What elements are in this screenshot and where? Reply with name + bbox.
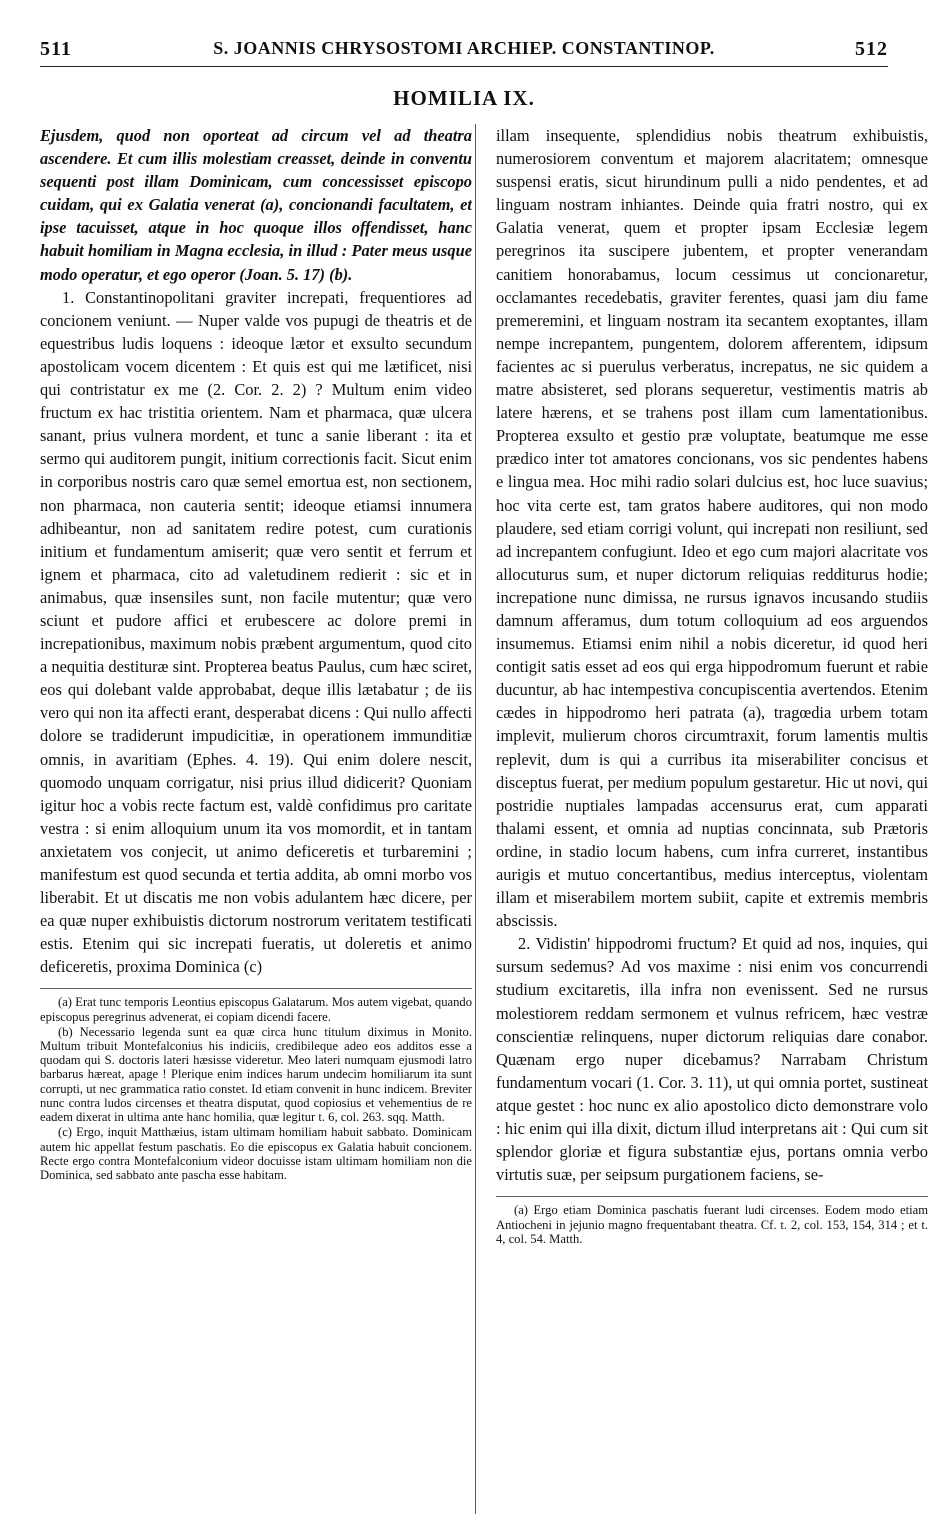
left-footnotes	[40, 988, 472, 1182]
footnote-right-a: (a) Ergo etiam Dominica paschatis fuerant ludi circenses. Eodem modo etiam Antiocheni in jejunio magno frequentabant theatra. Cf. t. 2, col. 153, 154, 314 ; et t. 4, col. 54. Matth.	[496, 1203, 928, 1246]
right-column	[496, 124, 928, 1524]
header-rule	[40, 66, 888, 67]
footnote-a: (a) Erat tunc temporis Leontius episcopus Galatarum. Mos autem vigebat, quando episcopus peregrinus advenerat, ei copiam dicendi facere.	[40, 995, 472, 1024]
paragraph-1-continued: illam insequente, splendidius nobis theatrum exhibuistis, numerosiorem conventum et majorem alacritatem; omnesque suspensi eratis, sicut hirundinum pulli a nido pendentes, et ad linguam nostram inhiantes. Deinde quia fratri nostro, qui ex Galatia venerat, quem et propter ipsam Ecclesiæ legem peregrinos ita suscipere jubentem, et propter venerandam canitiem honorabamus, locum cessimus ut concionaretur, occlamantes recedebatis, graviter ferentes, quasi jam diu fame premeremini, et linguam nostram ita secantem exoptantes, illam nempe increpantem, pungentem, dolorem afferentem, idipsum facientes ac si puerulus verberatus, increpatus, ne sic quidem a matre absisteret, sed plorans sequeretur, vestimentis matris ab latere hærens, et se trahens post illam cum lamentationibus. Propterea exsulto et gestio præ voluptate, beatumque me esse prædico inter tot amatores concionans, vos sic pendentes habens e lingua mea. Hoc mihi radio solari dulcius est, hoc luce suavius; hoc vita certe est, tam gratos habere auditores, qui non modo plaudere, sed etiam corrigi volunt, qui increpati non resiliunt, sed ad increpantem confugiunt. Ideo et ego cum majori alacritate vos allocuturus sum, et nuper dictorum reliquias redditurus hodie; increpatione nunc dimissa, ne rursus ignavos incusando studiis damnum afferamus, dum totum colloquium ad eos arguendos insumemus. Etiamsi enim nihil a nobis diceretur, id quod heri contigit satis esset ad eos qui erga hippodromum fuerunt et rabie ducuntur, ab hac intempestiva concupiscentia avertendos. Etenim cædes in hippodromo heri patrata (a), tragœdia urbem totam implevit, mulierum choros circumtraxit, forum lamentis multis replevit, dum is qui a curribus ita miserabiliter concisus et disceptus fuerat, per medium populum gestaretur. Hic ut novi, qui postridie nuptiales lampadas accensurus erat, cum apparati thalami essent, et omnia ad nuptias concinnata, sub Prætoris ordine, in stadio locum habens, cum infra curreret, instantibus aurigis et mutuo concertantibus, medius interceptus, violentam illam et miserabilem mortem subiit, capite et extremis membris abscissis.	[496, 126, 928, 931]
left-column	[40, 124, 472, 1524]
footnote-b: (b) Necessario legenda sunt ea quæ circa hunc titulum diximus in Monito. Multum tribuit Montefalconius his indiciis, credibileque adeo eos additos esse a quodam qui S. doctoris lateri hæsisse videretur. Meo lateri numquam ejusmodi latro barbarus hæreat, apage ! Plerique enim indices harum undecim homiliarum ita sunt corrupti, ut nec grammatica ratio constet. Id etiam convenit in hunc indicem. Breviter nunc contra ludos circenses et theatra disputat, quod copiosius et vehementius de re eadem dixerat in ultima ante hanc homilia, quæ legitur t. 6, col. 263. sqq. Matth.	[40, 1024, 472, 1125]
homily-title: HOMILIA IX.	[393, 86, 535, 110]
homily-argument: Ejusdem, quod non oporteat ad circum vel ad theatra ascendere. Et cum illis molestiam creasset, deinde in conventu sequenti post illam Dominicam, cum concessisset episcopo cuidam, qui ex Galatia venerat (a), concionandi facultatem, et ipse tacuisset, atque in hoc quoque illos offendisset, hanc habuit homiliam in Magna ecclesia, in illud : Pater meus usque modo operatur, et ego operor (Joan. 5. 17) (b).	[40, 126, 472, 284]
left-page-number: 511	[40, 38, 72, 60]
right-footnotes	[496, 1196, 928, 1246]
footnote-c: (c) Ergo, inquit Matthæius, istam ultimam homiliam habuit sabbato. Dominicam autem hic appellat festum paschatis. Eo die episcopus ex Galatia habuit concionem. Recte ergo contra Montefalconium videor docuisse istam ultimam homiliam non die Dominica, sed sabbato ante pascha esse habitam.	[40, 1125, 472, 1182]
column-divider	[475, 124, 476, 1514]
paragraph-2: 2. Vidistin' hippodromi fructum? Et quid ad nos, inquies, qui sursum sedemus? Ad vos maxime : nisi enim vos concurrendi studium excitaretis, illa infra non evenissent. Sed ne rursus molestiorem reddam sermonem et vulnus refricem, hæc vestræ conscientiæ relinquens, nuper dictorum reliquias dare conabor. Quænam ergo nuper dicebamus? Narrabam Christum fundamentum vocari (1. Cor. 3. 11), ut qui omnia portet, sustineat atque gestet : hoc nunc ex alio apostolico dicto demonstrare volo : hic enim qui illa dixit, dictum illud interpretans ait : Qui cum sit splendor gloriæ et figura substantiæ ejus, portans omnia verbo virtutis suæ, per seipsum purgationem faciens, se-	[496, 934, 928, 1185]
right-page-number: 512	[855, 38, 888, 60]
running-title: S. JOANNIS CHRYSOSTOMI ARCHIEP. CONSTANTINOP.	[213, 38, 715, 58]
paragraph-1: 1. Constantinopolitani graviter increpati, frequentiores ad concionem veniunt. — Nuper valde vos pupugi de theatris et de equestribus ludis loquens : ideoque lætor et exsulto secundum apostolicam vocem dicentem : Et quis est qui me lætificet, nisi qui contristatur ex me (2. Cor. 2. 2) ? Multum enim video fructum ex hac tristitia orientem. Nam et pharmaca, quæ ulcera sanant, prius vulnera mordent, et tunc a sanie liberant : ita et sermo qui auditorem pungit, initium correctionis facit. Sicut enim in corporibus nostris caro quæ semel emortua est, non sectionem, non pharmaca, non cauteria sentit; ideoque etiamsi innumera adhibeantur, non ad sanitatem redire potest, cum curationis initium et fundamentum amiserit; quæ vero sentit et ferrum et ignem et pharmaca, cito ad valetudinem redierit : sic et in animabus, quæ insensiles sunt, non facile mutentur; quæ vero sciunt et pudore affici et erubescere ac dolore premi in increpationibus, maximum nobis præbent argumentum, quod cito a nequitia destituræ sint. Propterea beatus Paulus, cum hæc sciret, eos qui dolebant valde approbabat, deque illis lætabatur ; de iis vero qui non ita affecti erant, desperabat dicens : Qui nullo affecti dolore se tradiderunt impudicitiæ, in operationem immunditiæ omnis, in avaritiam (Ephes. 4. 19). Qui enim dolere nescit, quomodo unquam corrigatur, nisi prius illud didicerit? Quoniam igitur hoc a vobis recte factum est, valdè confidimus pro caritate vestra : si enim alloquium unum ita vos momordit, et in tantam anxietatem vos conjecit, ut animo deficeretis et turbaremini ; manifestum est quod secunda et tertia addita, ab omni morbo vos liberabit. Et ut discatis me non vobis adulantem hæc dicere, per ea quæ nuper exhibuistis dictorum nostrorum veritatem testificati estis. Etenim qui sic increpati fueratis, ut doleretis et animo deficeretis, proxima Dominica (c)	[40, 287, 472, 977]
running-head	[0, 0, 928, 58]
